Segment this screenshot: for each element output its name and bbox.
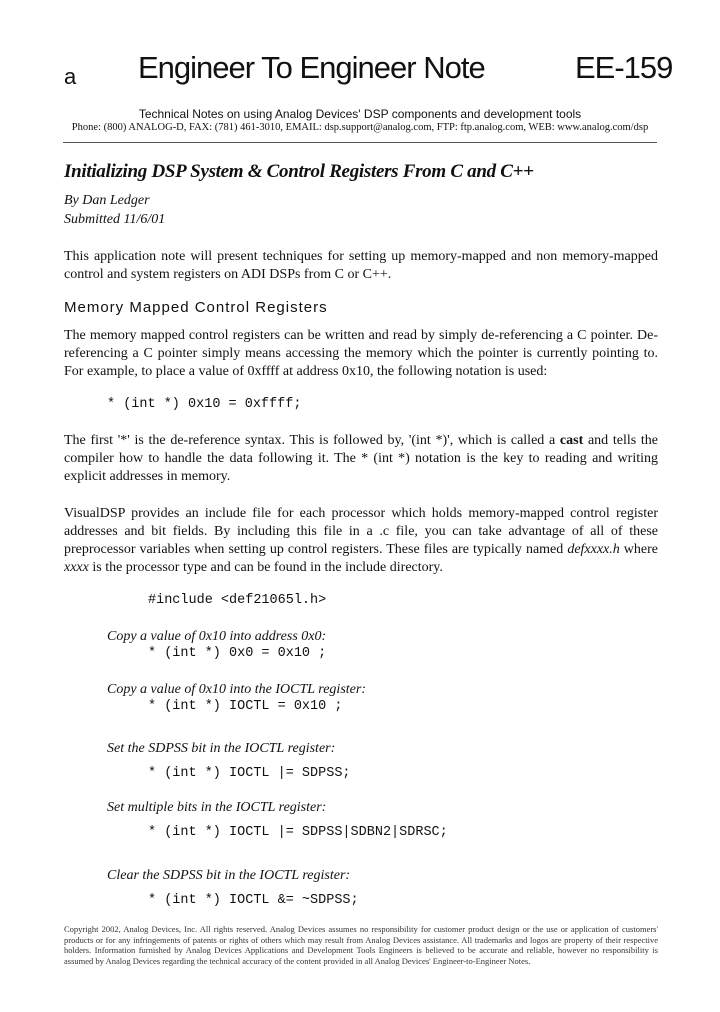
analog-devices-logo: a <box>64 64 77 89</box>
document-title: Initializing DSP System & Control Registers From C and C++ <box>64 161 534 182</box>
paragraph-pointer-dereference: The memory mapped control registers can be written and read by simply de-referencing a C pointer. De-referencing a C pointer simply means accessing the memory which the pointer is currently pointing to. For example, to place a value of 0xffff at address 0x10, the following notation is used: <box>64 328 658 379</box>
paragraph-cast <box>64 432 658 486</box>
include-line: #include <def21065l.h> <box>148 593 327 608</box>
paragraph-text: is the processor type and can be found in the include directory. <box>88 560 443 575</box>
example-code: * (int *) IOCTL |= SDPSS; <box>148 766 351 781</box>
tagline: Technical Notes on using Analog Devices' DSP components and development tools <box>138 107 582 121</box>
page-title: Engineer To Engineer Note <box>138 50 485 85</box>
example-comment: Clear the SDPSS bit in the IOCTL register: <box>107 868 351 883</box>
header-divider <box>63 142 657 143</box>
paragraph-include-file <box>64 505 658 577</box>
paragraph-text: where <box>619 542 659 557</box>
code-example: * (int *) 0x10 = 0xffff; <box>107 397 302 412</box>
contact-info: Phone: (800) ANALOG-D, FAX: (781) 461-3010, EMAIL: dsp.support@analog.com, FTP: ftp.analog.com, WEB: www.analog.com/dsp <box>71 122 649 133</box>
filename: defxxxx.h <box>567 542 620 557</box>
intro-paragraph: This application note will present techniques for setting up memory-mapped and non memory-mapped control and system registers on ADI DSPs from C or C++. <box>64 249 658 282</box>
paragraph-text: and tells the compiler how to handle the data following it. The * (int *) notation is the key to reading and writing explicit addresses in memory. <box>64 433 658 484</box>
example-comment: Copy a value of 0x10 into address 0x0: <box>107 629 327 644</box>
paragraph-text: VisualDSP provides an include file for each processor which holds memory-mapped control register addresses and bit fields. By including this file in a .c file, you can take advantage of all of these preprocessor variables when setting up control registers. These files are typically named <box>64 506 658 557</box>
paragraph-text: The first '*' is the de-reference syntax. This is followed by, '(int *)', which is called a <box>64 433 560 448</box>
example-code: * (int *) IOCTL &= ~SDPSS; <box>148 893 359 908</box>
example-code: * (int *) 0x0 = 0x10 ; <box>148 646 327 661</box>
processor-placeholder: xxxx <box>64 560 89 575</box>
example-code: * (int *) IOCTL |= SDPSS|SDBN2|SDRSC; <box>148 825 448 840</box>
example-comment: Copy a value of 0x10 into the IOCTL register: <box>107 682 366 697</box>
example-code: * (int *) IOCTL = 0x10 ; <box>148 699 343 714</box>
note-number: EE-159 <box>575 50 673 85</box>
example-comment: Set the SDPSS bit in the IOCTL register: <box>107 741 336 756</box>
section-heading: Memory Mapped Control Registers <box>64 299 328 316</box>
example-comment: Set multiple bits in the IOCTL register: <box>107 800 327 815</box>
copyright-footer: Copyright 2002, Analog Devices, Inc. All rights reserved. Analog Devices assumes no responsibility for customer product design or the use or application of customers' products or for any infringements of patents or rights of others which may result from Analog Devices assistance. All trademarks and logos are property of their respective holders. Information furnished by Analog Devices Applications and Development Tools Engineers is believed to be accurate and reliable, however no responsibility is assumed by Analog Devices regarding the technical accuracy of the content provided in all Analog Devices' Engineer-to-Engineer Notes. <box>64 924 658 966</box>
submitted-date: Submitted 11/6/01 <box>64 212 166 227</box>
author: By Dan Ledger <box>64 193 150 208</box>
emphasis-cast: cast <box>559 433 584 448</box>
